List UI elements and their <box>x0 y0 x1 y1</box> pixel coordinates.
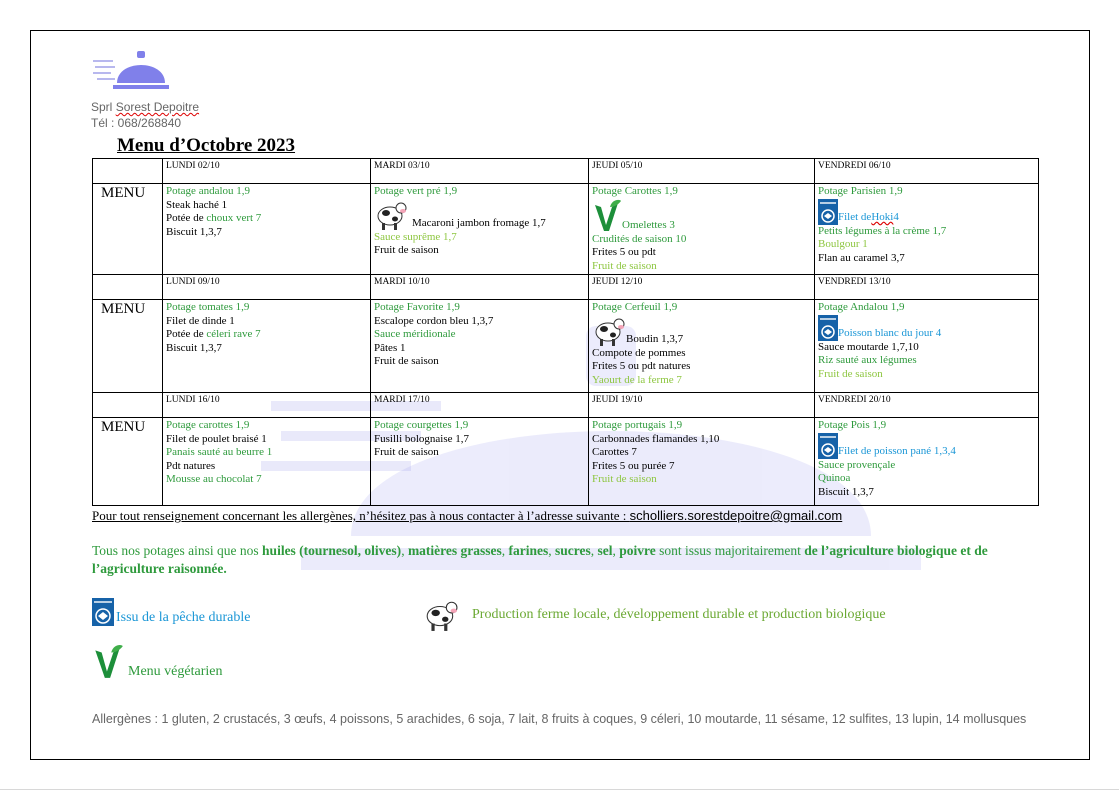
vegetarian-v-icon <box>592 199 622 233</box>
legend-fish-label: Issu de la pêche durable <box>116 610 251 625</box>
day-header-row <box>93 393 1039 418</box>
dessert-item: Fruit de saison <box>374 355 439 367</box>
side-item: Pâtes 1 <box>374 341 406 354</box>
side-item: Frites 5 ou pdt natures <box>592 360 691 372</box>
soup-item: Potage Carottes 1,9 <box>592 185 678 197</box>
menu-row <box>93 418 1039 506</box>
menu-cell <box>163 418 371 506</box>
soup-item: Potage courgettes 1,9 <box>374 419 469 431</box>
dessert-item: Yaourt de la ferme 7 <box>592 373 682 386</box>
day-header: JEUDI 19/10 <box>589 393 815 418</box>
soup-item: Potage Cerfeuil 1,9 <box>592 301 678 313</box>
dish-item: Potée de choux vert 7 <box>166 212 262 224</box>
menu-cell <box>589 418 815 506</box>
dish-item: Escalope cordon bleu 1,3,7 <box>374 314 494 327</box>
day-header: VENDREDI 13/10 <box>815 275 1039 300</box>
dish-item: Macaroni jambon fromage 1,7 <box>374 199 585 231</box>
menu-cell <box>589 300 815 393</box>
legend-veg <box>92 644 222 680</box>
dish-item: Filet de poulet braisé 1 <box>166 432 267 445</box>
vegetarian-v-icon <box>92 644 124 680</box>
menu-row <box>93 184 1039 275</box>
contact-line: Pour tout renseignement concernant les allergènes, n’hésitez pas à nous contacter à l’adresse suivante : scholliers.sorestdepoitre@gmail.com <box>92 508 843 523</box>
company-name: Sprl Sorest Depoitre <box>91 100 200 114</box>
side-item: Panais sauté au beurre 1 <box>166 446 273 458</box>
day-header: VENDREDI 06/10 <box>815 159 1039 184</box>
cow-icon <box>422 598 460 632</box>
dessert-item: Fruit de saison <box>818 367 883 380</box>
side-item: Quinoa <box>818 472 851 484</box>
side-item: Petits légumes à la crème 1,7 <box>818 224 947 237</box>
menu-cell <box>371 300 589 393</box>
allergens-note: Allergènes : 1 gluten, 2 crustacés, 3 œufs, 4 poissons, 5 arachides, 6 soja, 7 lait, 8 fruits à coques, 9 céleri, 10 moutarde, 11 sésame, 12 sulfites, 13 lupin, 14 mollusques <box>92 712 1027 726</box>
cow-icon <box>374 199 408 231</box>
soup-item: Potage carottes 1,9 <box>166 419 250 431</box>
dish-item: Filet de poisson pané 1,3,4 <box>818 433 1035 459</box>
day-header: JEUDI 12/10 <box>589 275 815 300</box>
soup-item: Potage tomates 1,9 <box>166 301 250 313</box>
dessert-item: Fruit de saison <box>592 259 657 272</box>
legend-veg-label: Menu végétarien <box>128 664 223 679</box>
day-header: LUNDI 02/10 <box>163 159 371 184</box>
menu-cell <box>371 184 589 275</box>
sauce-item: Sauce suprême 1,7 <box>374 230 457 243</box>
menu-cell <box>371 418 589 506</box>
msc-fish-icon <box>818 315 838 341</box>
dish-item: Filet de Hoki 4 <box>818 199 1035 225</box>
dish-item: Poisson blanc du jour 4 <box>818 315 1035 341</box>
sauce-item: Sauce moutarde 1,7,10 <box>818 340 919 353</box>
legend-fish <box>92 598 251 626</box>
menu-cell <box>163 300 371 393</box>
sauce-item: Sauce provençale <box>818 458 896 471</box>
dish-item: Boudin 1,3,7 <box>592 315 811 347</box>
dessert-item: Mousse au chocolat 7 <box>166 473 262 485</box>
legend-cow <box>422 598 886 632</box>
cloche-logo-icon <box>93 41 173 93</box>
menu-label: MENU <box>93 300 163 393</box>
menu-cell <box>815 418 1039 506</box>
day-header-row <box>93 159 1039 184</box>
menu-row <box>93 300 1039 393</box>
menu-cell <box>815 184 1039 275</box>
soup-item: Potage Parisien 1,9 <box>818 185 903 197</box>
dessert-item: Biscuit 1,3,7 <box>818 485 874 498</box>
document-page <box>30 30 1090 760</box>
side-item: Carottes 7 <box>592 446 637 458</box>
side-item: Compote de pommes <box>592 346 686 359</box>
msc-fish-icon <box>818 433 838 459</box>
side-item: Riz sauté aux légumes <box>818 354 917 366</box>
day-header: MARDI 03/10 <box>371 159 589 184</box>
dessert-item: Biscuit 1,3,7 <box>166 341 222 354</box>
dessert-item: Fruit de saison <box>374 446 439 458</box>
dish-item: Fusilli bolognaise 1,7 <box>374 432 470 445</box>
side-item: Frites 5 ou purée 7 <box>592 459 675 472</box>
potages-note: Tous nos potages ainsi que nos huiles (tournesol, olives), matières grasses, farines, sucres, sel, poivre sont issus majoritairement de l’agriculture biologique et de l’agriculture raisonnée. <box>92 543 988 576</box>
dish-item: Omelettes 3 <box>592 199 811 233</box>
day-header: VENDREDI 20/10 <box>815 393 1039 418</box>
msc-fish-icon <box>818 199 838 225</box>
dish-item: Potée de céleri rave 7 <box>166 328 261 340</box>
side-item: Crudités de saison 10 <box>592 232 687 245</box>
msc-fish-icon <box>92 598 114 626</box>
dessert-item: Flan au caramel 3,7 <box>818 251 905 264</box>
menu-cell <box>163 184 371 275</box>
menu-label: MENU <box>93 184 163 275</box>
cow-icon <box>592 315 626 347</box>
side-item: Frites 5 ou pdt <box>592 246 656 258</box>
soup-item: Potage Favorite 1,9 <box>374 301 460 313</box>
sauce-item: Sauce méridionale <box>374 328 456 340</box>
empty-cell <box>93 275 163 300</box>
email-link[interactable]: scholliers.sorestdepoitre@gmail.com <box>629 508 843 523</box>
side-item: Boulgour 1 <box>818 238 868 250</box>
soup-item: Potage Pois 1,9 <box>818 419 887 431</box>
side-item: Pdt natures <box>166 459 216 472</box>
day-header: MARDI 10/10 <box>371 275 589 300</box>
empty-cell <box>93 159 163 184</box>
day-header: LUNDI 16/10 <box>163 393 371 418</box>
dessert-item: Fruit de saison <box>592 473 657 485</box>
day-header: LUNDI 09/10 <box>163 275 371 300</box>
page-title: Menu d’Octobre 2023 <box>117 135 296 156</box>
dessert-item: Fruit de saison <box>374 244 439 256</box>
menu-cell <box>815 300 1039 393</box>
company-phone: Tél : 068/268840 <box>91 116 182 130</box>
soup-item: Potage andalou 1,9 <box>166 185 251 197</box>
dish-item: Filet de dinde 1 <box>166 314 235 327</box>
page-divider <box>0 789 1119 790</box>
day-header-row <box>93 275 1039 300</box>
menu-cell <box>589 184 815 275</box>
company-info <box>91 99 199 131</box>
day-header: JEUDI 05/10 <box>589 159 815 184</box>
menu-label: MENU <box>93 418 163 506</box>
day-header: MARDI 17/10 <box>371 393 589 418</box>
legend-cow-label: Production ferme locale, développement durable et production biologique <box>472 607 886 622</box>
soup-item: Potage vert pré 1,9 <box>374 185 458 197</box>
soup-item: Potage Andalou 1,9 <box>818 301 905 313</box>
menu-table <box>92 158 1039 506</box>
soup-item: Potage portugais 1,9 <box>592 419 683 431</box>
dish-item: Carbonnades flamandes 1,10 <box>592 432 720 445</box>
dessert-item: Biscuit 1,3,7 <box>166 225 222 238</box>
empty-cell <box>93 393 163 418</box>
dish-item: Steak haché 1 <box>166 198 228 211</box>
